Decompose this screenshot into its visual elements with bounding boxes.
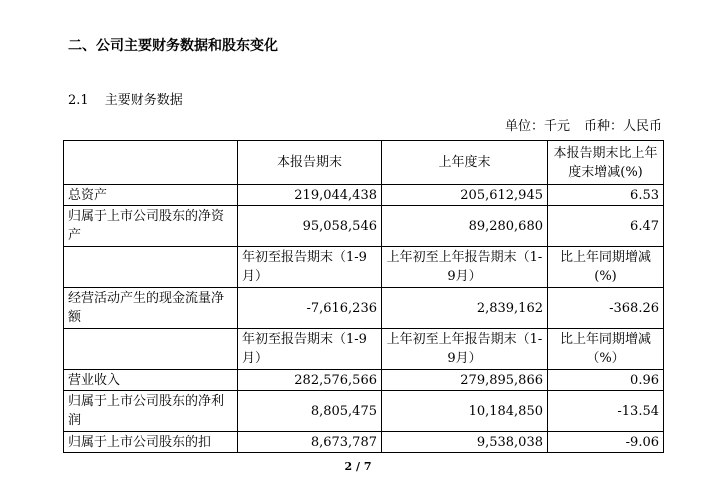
table-subheader-row <box>64 247 664 288</box>
header-cell: 上年初至上年报告期末（1-9月） <box>382 329 548 370</box>
value-cell: 8,673,787 <box>238 432 382 453</box>
value-cell: 95,058,546 <box>238 206 382 247</box>
value-cell: 282,576,566 <box>238 370 382 391</box>
row-label: 归属于上市公司股东的净利润 <box>64 391 238 432</box>
section-title: 二、公司主要财务数据和股东变化 <box>68 38 278 54</box>
value-cell: 89,280,680 <box>382 206 548 247</box>
table-row <box>64 391 664 432</box>
unit-label: 单位：千元 <box>504 119 570 134</box>
value-cell: 6.47 <box>548 206 664 247</box>
table-row <box>64 370 664 391</box>
value-cell: 0.96 <box>548 370 664 391</box>
unit-line <box>505 119 662 135</box>
page-indicator: 2 / 7 <box>344 460 372 473</box>
financial-data-table <box>63 140 664 453</box>
header-cell: 年初至报告期末（1-9月） <box>238 247 382 288</box>
header-cell: 本报告期末比上年度末增减(%) <box>548 141 664 185</box>
value-cell: 205,612,945 <box>382 185 548 206</box>
value-cell: -368.26 <box>548 288 664 329</box>
subsection-title: 主要财务数据 <box>104 93 183 108</box>
header-cell: 上年初至上年报告期末（1-9月） <box>382 247 548 288</box>
header-cell: 上年度末 <box>382 141 548 185</box>
value-cell: 279,895,866 <box>382 370 548 391</box>
header-cell: 比上年同期增减(%) <box>548 247 664 288</box>
value-cell: -9.06 <box>548 432 664 453</box>
value-cell: 8,805,475 <box>238 391 382 432</box>
table-row <box>64 185 664 206</box>
value-cell: 2,839,162 <box>382 288 548 329</box>
table-header-row <box>64 141 664 185</box>
currency-label: 币种：人民币 <box>583 119 662 134</box>
value-cell: 10,184,850 <box>382 391 548 432</box>
header-cell: 本报告期末 <box>238 141 382 185</box>
value-cell: -7,616,236 <box>238 288 382 329</box>
header-cell <box>64 141 238 185</box>
row-label: 归属于上市公司股东的扣 <box>64 432 238 453</box>
table-row <box>64 288 664 329</box>
header-cell <box>64 247 238 288</box>
value-cell: 219,044,438 <box>238 185 382 206</box>
header-cell <box>64 329 238 370</box>
header-cell: 年初至报告期末（1-9月） <box>238 329 382 370</box>
row-label: 归属于上市公司股东的净资产 <box>64 206 238 247</box>
subsection-number: 2.1 <box>68 93 89 108</box>
table-subheader-row <box>64 329 664 370</box>
value-cell: -13.54 <box>548 391 664 432</box>
subsection-heading <box>68 93 183 109</box>
header-cell: 比上年同期增减（%） <box>548 329 664 370</box>
row-label: 营业收入 <box>64 370 238 391</box>
table-row <box>64 432 664 453</box>
value-cell: 6.53 <box>548 185 664 206</box>
value-cell: 9,538,038 <box>382 432 548 453</box>
row-label: 经营活动产生的现金流量净额 <box>64 288 238 329</box>
row-label: 总资产 <box>64 185 238 206</box>
table-row <box>64 206 664 247</box>
